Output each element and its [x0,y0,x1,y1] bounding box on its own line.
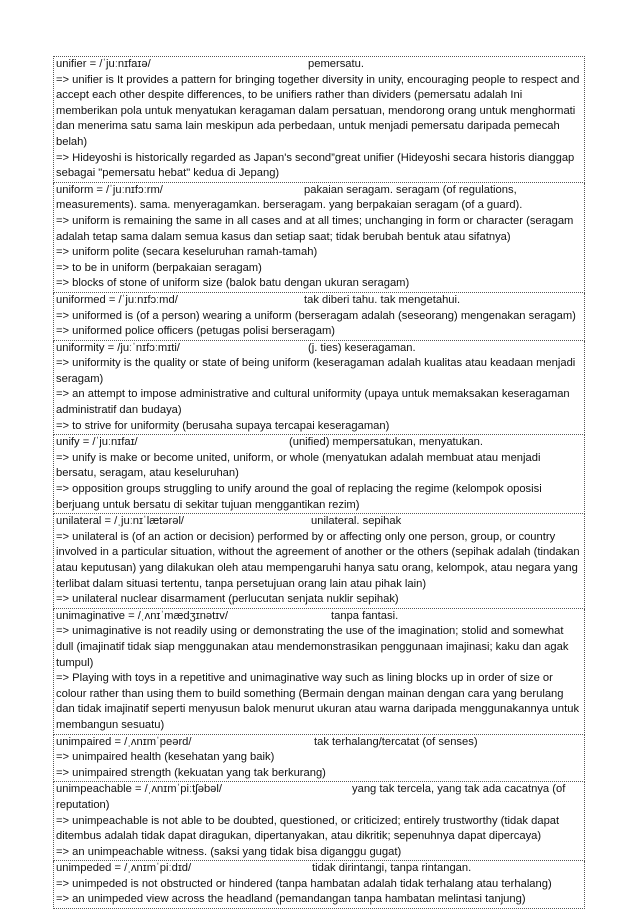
example-line: => an attempt to impose administrative and cultural uniformity (upaya untuk memaksakan keseragaman administratif dan budaya) [56,388,570,417]
translation: tak diberi tahu. tak mengetahui. [304,293,461,306]
example-line: => Playing with toys in a repetitive and unimaginative way such as lining blocks up in order of size or colour rather than using them to build something (Bermain dengan mainan dengan cara yang berulang dan tidak imajinatif seperti menyusun balok menurut ukuran atau warna daripada menggunakannya untuk membangun sesuatu) [56,672,580,731]
translation: tak terhalang/tercatat (of senses) [314,735,478,748]
entry-uniform [53,183,585,293]
example-line: => opposition groups struggling to unify around the goal of replacing the regime (kelompok oposisi berjuang untuk bersatu di sekitar tujuan menggantikan rezim) [56,483,542,511]
entry-head [56,514,582,530]
example-line: => unimpeachable is not able to be doubted, questioned, or criticized; entirely trustworthy (tidak dapat ditembus adalah tidak dapat diragukan, dipertanyakan, atau dikritik; sepenuhnya dapat dipercaya) [56,814,560,843]
entry-uniformed [53,293,585,341]
translation: tidak dirintangi, tanpa rintangan. [312,862,472,875]
example-line: => an unimpeachable witness. (saksi yang tidak bisa diganggu gugat) [56,845,402,858]
example-line: => uniform polite (secara keseluruhan ramah-tamah) [56,246,318,259]
entry-head [56,183,582,214]
headword: unimpeded = /ˌʌnɪmˈpiːdɪd/ [56,862,192,875]
headword: uniform = /ˈjuːnɪfɔːrm/ [56,183,163,196]
headword: unify = /ˈjuːnɪfaɪ/ [56,436,138,449]
example-line: => uniformity is the quality or state of being uniform (keseragaman adalah kualitas atau keadaan menjadi seragam) [56,357,576,385]
entry-unifier [53,56,585,183]
entry-head [56,782,582,813]
entry-head [56,861,582,877]
example-line: => uniformed is (of a person) wearing a uniform (berseragam adalah (seseorang) mengenakan seragam) [56,309,576,322]
example-line: => unify is make or become united, uniform, or whole (menyatukan adalah membuat atau menjadi bersatu, seragam, atau keseluruhan) [56,451,541,480]
example-line: => Hideyoshi is historically regarded as Japan's second”great unifier (Hideyoshi secara historis dianggap sebagai "pemersatu hebat" kedua di Jepang) [56,151,575,180]
headword: unimaginative = /ˌʌnɪˈmædʒɪnətɪv/ [56,609,228,622]
translation: unilateral. sepihak [311,515,402,528]
example-line: => uniformed police officers (petugas polisi berseragam) [56,325,336,338]
translation: (j. ties) keseragaman. [308,341,416,354]
translation: yang tak tercela, yang tak ada cacatnya (of reputation) [56,783,566,811]
entry-unimpaired [53,735,585,783]
example-line: => unimpaired health (kesehatan yang baik) [56,751,275,764]
example-line: => an unimpeded view across the headland (pemandangan tanpa hambatan melintasi tanjung) [56,893,526,906]
example-line: => to strive for uniformity (berusaha supaya tercapai keseragaman) [56,419,390,432]
entry-head [56,293,582,309]
entry-head [56,735,582,751]
translation: (unified) mempersatukan, menyatukan. [289,436,484,449]
entry-unimaginative [53,609,585,735]
translation: pemersatu. [308,58,364,70]
example-line: => unimpeded is not obstructed or hindered (tanpa hambatan adalah tidak terhalang atau terhalang) [56,877,552,890]
entry-unimpeachable [53,782,585,861]
entry-head [56,57,582,73]
entry-head [56,341,582,357]
example-line: => unimpaired strength (kekuatan yang tak berkurang) [56,766,326,779]
entry-unilateral [53,514,585,609]
headword: unilateral = /ˌjuːnɪˈlætərəl/ [56,515,185,528]
dictionary-sheet [53,56,585,909]
example-line: => unilateral is (of an action or decision) performed by or affecting only one person, group, or country involved in a particular situation, without the agreement of another or the others (sepihak adalah (tindakan atau keputusan) yang dilakukan oleh atau mempengaruhi hanya satu orang, kelompok, atau negara yang terlibat dalam situasi tertentu, tanpa persetujuan orang lain atau pihak lain) [56,530,580,590]
headword: uniformity = /juːˈnɪfɔːmɪti/ [56,341,180,354]
example-line: => unimaginative is not readily using or demonstrating the use of the imagination; stolid and somewhat dull (imajinatif tidak siap menggunakan atau mendemonstrasikan penggunaan imajinasi; kaku dan agak tumpul) [56,625,569,669]
example-line: => uniform is remaining the same in all cases and at all times; unchanging in form or character (seragam adalah tetap sama dalam semua kasus dan setiap saat; tidak berubah bentuk atau sifatnya) [56,214,574,243]
headword: uniformed = /ˈjuːnɪfɔːmd/ [56,293,178,306]
example-line: => unifier is It provides a pattern for bringing together diversity in unity, encouraging people to respect and accept each other despite differences, to be unifiers rather than dividers (pemersatu adalah Ini memberikan pola untuk menyatukan keragaman dalam persatuan, mendorong orang untuk menghormati dan menerima satu sama lain meskipun ada perbedaan, untuk menjadi pemersatu daripada pemecah belah) [56,73,580,148]
entry-uniformity [53,341,585,436]
headword: unifier = /ˈjuːnɪfaɪə/ [56,58,151,70]
headword: unimpeachable = /ˌʌnɪmˈpiːtʃəbəl/ [56,783,222,796]
example-line: => unilateral nuclear disarmament (perlucutan senjata nuklir sepihak) [56,593,399,606]
example-line: => to be in uniform (berpakaian seragam) [56,261,262,274]
entry-head [56,435,582,451]
example-line: => blocks of stone of uniform size (balok batu dengan ukuran seragam) [56,277,410,290]
entry-head [56,609,582,625]
entry-unimpeded [53,861,585,909]
entry-unify [53,435,585,514]
headword: unimpaired = /ˌʌnɪmˈpeərd/ [56,735,192,748]
translation: tanpa fantasi. [331,609,399,622]
translation: pakaian seragam. seragam (of regulations, measurements). sama. menyeragamkan. berseragam. yang berpakaian seragam (of a guard). [56,183,523,212]
